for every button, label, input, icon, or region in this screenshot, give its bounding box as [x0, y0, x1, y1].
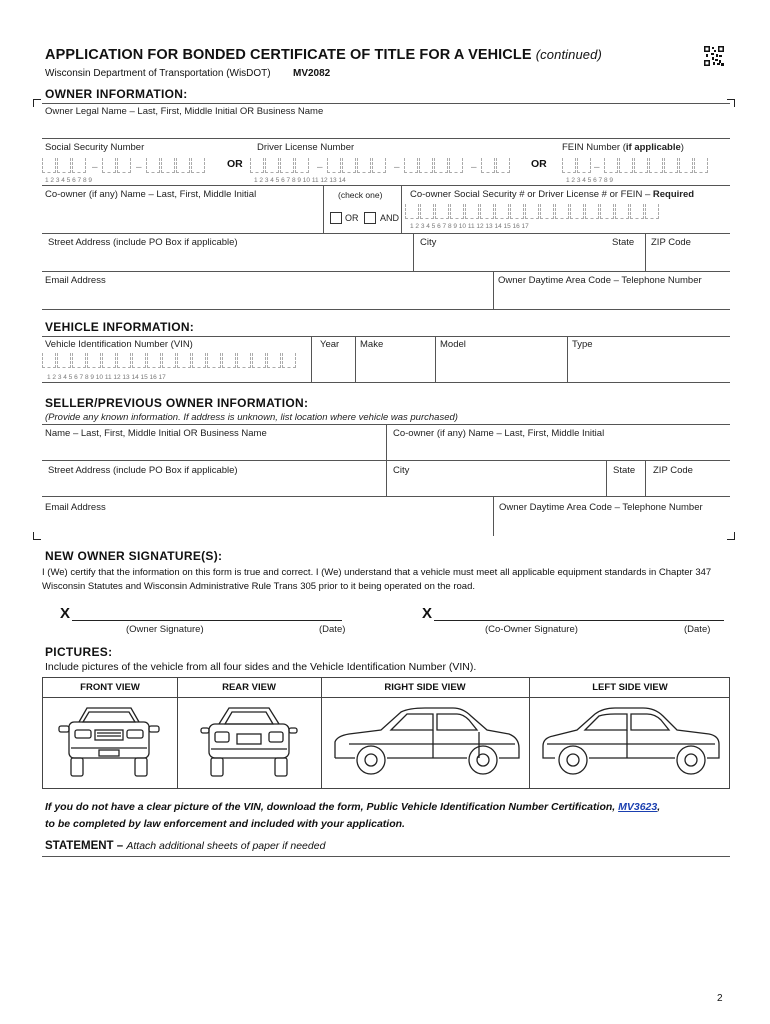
certification-text: I (We) certify that the information on this form is true and correct. I (We) understand that a vehicle must meet all applicable equipment standards in Chapter 347 Wisconsin Statutes and Wisconsin Administrative Rule Trans 305 prior to it being operated on the road. — [42, 567, 712, 592]
divider — [435, 336, 436, 382]
owner-street-label: Street Address (include PO Box if applicable) — [48, 237, 238, 248]
frame-corner — [33, 532, 41, 540]
divider — [42, 336, 730, 337]
seller-city-label: City — [393, 465, 410, 476]
vin-input[interactable] — [42, 353, 297, 368]
car-right-side-icon — [329, 702, 523, 786]
divider — [42, 138, 730, 139]
divider — [323, 185, 324, 233]
separator: – — [594, 162, 600, 173]
divider — [567, 336, 568, 382]
car-front-icon — [55, 704, 163, 784]
coowner-name-label: Co-owner (if any) Name – Last, First, Middle Initial — [45, 189, 257, 200]
vin-label: Vehicle Identification Number (VIN) — [45, 339, 193, 350]
dl-input-group2[interactable] — [327, 158, 387, 173]
divider — [321, 678, 322, 788]
seller-state-label: State — [613, 465, 636, 476]
coowner-signature-line[interactable] — [434, 620, 724, 621]
seller-street-label: Street Address (include PO Box if applicable) — [48, 465, 238, 476]
agency-name: Wisconsin Department of Transportation (WisDOT) — [45, 68, 271, 79]
divider — [42, 496, 730, 497]
divider — [645, 460, 646, 496]
ssn-input-group3[interactable] — [146, 158, 206, 173]
divider — [42, 382, 730, 383]
divider — [493, 496, 494, 536]
form-title: APPLICATION FOR BONDED CERTIFICATE OF TITLE FOR A VEHICLE (continued) — [45, 47, 602, 63]
owner-zip-label: ZIP Code — [651, 237, 691, 248]
owner-city-label: City — [420, 237, 437, 248]
seller-phone-label: Owner Daytime Area Code – Telephone Number — [499, 502, 703, 513]
separator: – — [317, 162, 323, 173]
pictures-table — [42, 677, 730, 789]
divider — [42, 185, 730, 186]
separator: – — [92, 162, 98, 173]
vehicle-section-heading: VEHICLE INFORMATION: — [45, 320, 195, 334]
check-one-label: (check one) — [338, 190, 383, 200]
separator: – — [471, 162, 477, 173]
divider — [645, 233, 646, 271]
or-separator-2: OR — [531, 158, 547, 170]
owner-signature-x: X — [60, 605, 71, 622]
and-checkbox-label: AND — [380, 213, 400, 223]
ssn-input[interactable] — [42, 158, 87, 173]
owner-signature-label: (Owner Signature) — [126, 624, 204, 635]
separator: – — [136, 162, 142, 173]
divider — [42, 233, 730, 234]
page-number: 2 — [717, 993, 723, 1004]
or-separator-1: OR — [227, 158, 243, 170]
model-label: Model — [440, 339, 466, 350]
fein-digit-numbers: 1 2 3 4 5 6 7 8 9 — [566, 177, 613, 184]
coowner-digit-numbers: 1 2 3 4 5 6 7 8 9 10 11 12 13 14 15 16 17 — [410, 223, 529, 230]
pictures-section-heading: PICTURES: — [45, 645, 113, 659]
owner-legal-name-field[interactable] — [42, 118, 730, 138]
coowner-id-label: Co-owner Social Security # or Driver License # or FEIN – Required — [410, 189, 695, 200]
divider — [42, 309, 730, 310]
seller-section-heading: SELLER/PREVIOUS OWNER INFORMATION: — [45, 396, 309, 410]
divider — [43, 697, 729, 698]
left-view-header: LEFT SIDE VIEW — [592, 682, 668, 693]
type-label: Type — [572, 339, 593, 350]
divider — [177, 678, 178, 788]
pictures-instruction: Include pictures of the vehicle from all four sides and the Vehicle Identification Number (VIN). — [45, 661, 477, 673]
make-label: Make — [360, 339, 384, 350]
form-number: MV2082 — [293, 68, 331, 79]
statement-heading: STATEMENT – Attach additional sheets of paper if needed — [45, 840, 326, 852]
ssn-input-group2[interactable] — [102, 158, 132, 173]
ssn-digit-numbers: 1 2 3 4 5 6 7 8 9 — [45, 177, 92, 184]
fein-input[interactable] — [562, 158, 592, 173]
frame-corner — [33, 99, 41, 107]
coowner-id-input[interactable] — [405, 204, 660, 219]
owner-section-heading: OWNER INFORMATION: — [45, 87, 188, 101]
divider — [413, 233, 414, 271]
ssn-label: Social Security Number — [45, 142, 145, 153]
right-view-header: RIGHT SIDE VIEW — [384, 682, 466, 693]
dl-label: Driver License Number — [257, 142, 355, 153]
and-checkbox[interactable] — [364, 212, 376, 224]
seller-email-label: Email Address — [45, 502, 106, 513]
year-label: Year — [320, 339, 340, 350]
vin-digit-numbers: 1 2 3 4 5 6 7 8 9 10 11 12 13 14 15 16 17 — [47, 374, 166, 381]
dl-input-group3[interactable] — [404, 158, 464, 173]
statement-area[interactable] — [42, 857, 730, 987]
fein-label: FEIN Number (if applicable) — [562, 142, 684, 153]
qr-code-icon — [704, 46, 724, 66]
car-left-side-icon — [537, 702, 723, 786]
owner-phone-label: Owner Daytime Area Code – Telephone Number — [498, 275, 702, 286]
separator: – — [394, 162, 400, 173]
or-checkbox[interactable] — [330, 212, 342, 224]
divider — [606, 460, 607, 496]
or-checkbox-label: OR — [345, 213, 359, 223]
seller-note: (Provide any known information. If address is unknown, list location where vehicle was purchased) — [45, 412, 458, 423]
seller-zip-label: ZIP Code — [653, 465, 693, 476]
divider — [493, 271, 494, 309]
coowner-date-label: (Date) — [684, 624, 711, 635]
vin-notice: If you do not have a clear picture of the VIN, download the form, Public Vehicle Identification Number Certification, MV3623, to be completed by law enforcement and included with your application. — [45, 801, 661, 830]
dl-digit-numbers: 1 2 3 4 5 6 7 8 9 10 11 12 13 14 — [254, 177, 346, 184]
dl-input[interactable] — [250, 158, 310, 173]
seller-coowner-label: Co-owner (if any) Name – Last, First, Middle Initial — [393, 428, 605, 439]
owner-date-label: (Date) — [319, 624, 346, 635]
owner-signature-line[interactable] — [72, 620, 342, 621]
owner-legal-name-label: Owner Legal Name – Last, First, Middle Initial OR Business Name — [45, 106, 324, 117]
divider — [42, 103, 730, 104]
divider — [355, 336, 356, 382]
coowner-signature-x: X — [422, 605, 433, 622]
dl-input-group4[interactable] — [481, 158, 511, 173]
fein-input-group2[interactable] — [604, 158, 709, 173]
divider — [401, 185, 402, 233]
divider — [42, 460, 730, 461]
front-view-header: FRONT VIEW — [80, 682, 140, 693]
divider — [311, 336, 312, 382]
mv3623-link[interactable]: MV3623 — [618, 801, 658, 813]
frame-corner — [727, 532, 735, 540]
car-rear-icon — [195, 704, 303, 784]
signature-section-heading: NEW OWNER SIGNATURE(S): — [45, 549, 223, 563]
divider — [529, 678, 530, 788]
rear-view-header: REAR VIEW — [222, 682, 276, 693]
coowner-signature-label: (Co-Owner Signature) — [485, 624, 578, 635]
seller-name-label: Name – Last, First, Middle Initial OR Business Name — [45, 428, 267, 439]
owner-state-label: State — [612, 237, 635, 248]
owner-email-label: Email Address — [45, 275, 106, 286]
divider — [42, 271, 730, 272]
